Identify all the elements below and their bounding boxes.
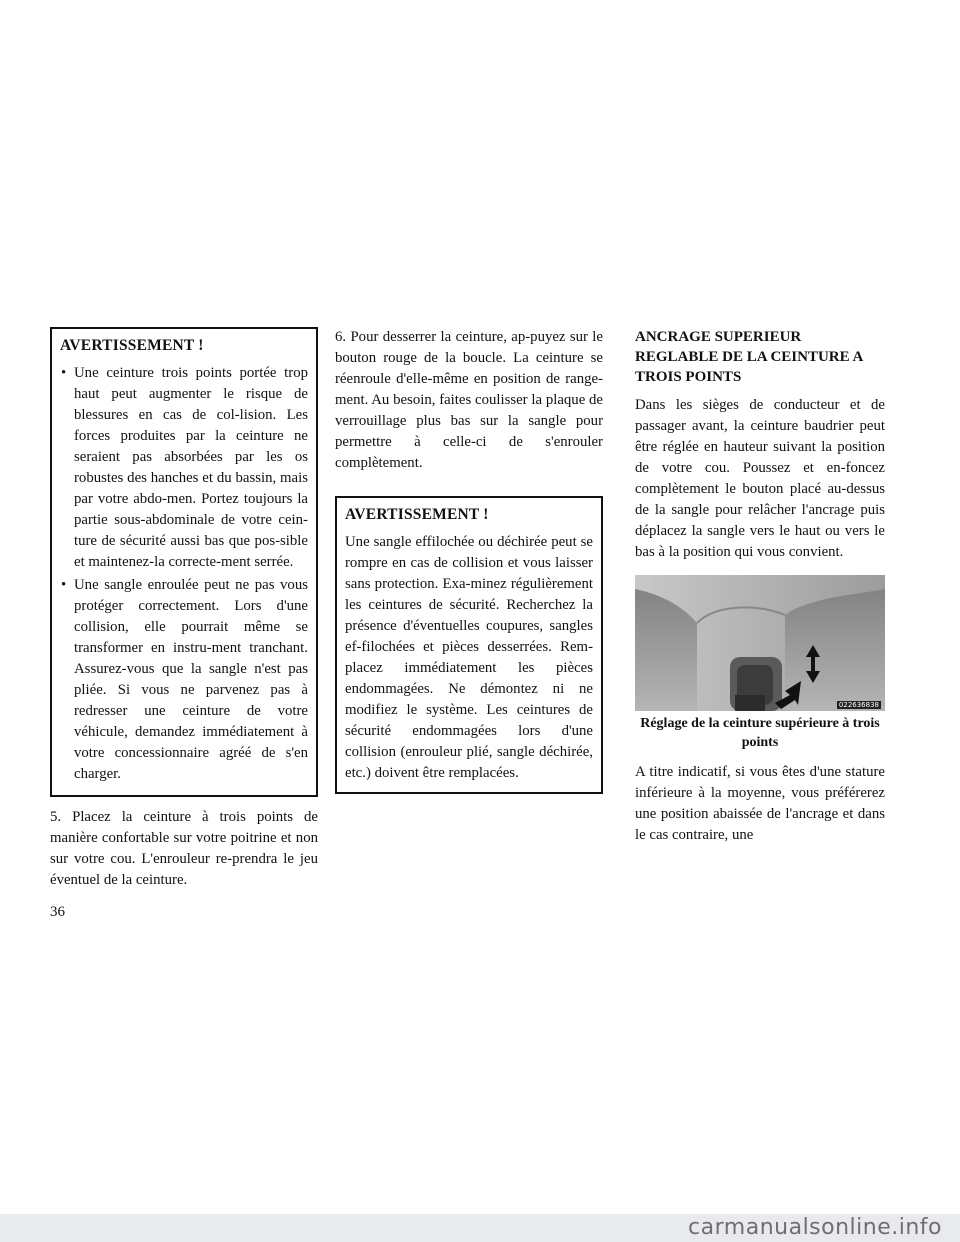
- section-intro: Dans les sièges de conducteur et de passager avant, la ceinture baudrier peut être réglée en hauteur suivant la position de votre cou. Poussez et en-foncez complètement le bouton placé au-dessus de la sangle pour relâcher l'ancrage puis déplacez la sangle vers le haut ou vers le bas à la position qui vous convient.: [635, 397, 885, 560]
- watermark: carmanualsonline.info: [0, 1214, 960, 1242]
- page-number: 36: [50, 904, 65, 920]
- warning-box-2: [335, 496, 603, 794]
- figure-caption: Réglage de la ceinture supérieure à trois points: [640, 716, 880, 750]
- middle-column: [335, 327, 603, 794]
- warning-bullet: • Une sangle enroulée peut ne pas vous protéger correctement. Lors d'une collision, elle pourrait même se transformer en instru-ment tranchant. Assurez-vous que la sangle n'est pas pliée. Si vous ne parvenez pas à redresser une ceinture de votre véhicule, demandez immédiatement à votre concessionnaire agréé de s'en charger.: [60, 575, 308, 785]
- warning-box-1: [50, 327, 318, 797]
- figure-code: 022636838: [838, 701, 879, 709]
- warning-title: AVERTISSEMENT !: [345, 506, 489, 523]
- step-5-text: 5. Placez la ceinture à trois points de manière confortable sur votre poitrine et non sur votre cou. L'enrouleur re-prendra le jeu éventuel de la ceinture.: [50, 809, 318, 888]
- right-column: [635, 327, 885, 846]
- section-title: ANCRAGE SUPERIEUR REGLABLE DE LA CEINTURE A TROIS POINTS: [635, 329, 863, 385]
- warning-title: AVERTISSEMENT !: [60, 337, 204, 354]
- seatbelt-anchor-figure: [635, 575, 885, 711]
- after-figure-text: A titre indicatif, si vous êtes d'une stature inférieure à la moyenne, vous préférerez une position abaissée de l'ancrage et dans le cas contraire, une: [635, 764, 885, 843]
- warning-text: Une sangle effilochée ou déchirée peut se rompre en cas de collision et vous laisser sans protection. Exa-minez régulièrement les ceintures de sécurité. Recherchez la présence d'éventuelles coupures, sangles ef-filochées et pièces desserrées. Rem-placez immédiatement les pièces endommagées. Ne démontez ni ne modifiez le système. Les ceintures de sécurité endommagées lors d'une collision (enrouleur plié, sangle déchirée, etc.) doivent être remplacées.: [345, 534, 593, 781]
- step-6-text: 6. Pour desserrer la ceinture, ap-puyez sur le bouton rouge de la boucle. La ceinture se réenroule d'elle-même en position de range-ment. Au besoin, faites coulisser la plaque de verrouillage plus bas sur la sangle pour permettre à celle-ci de s'enrouler complètement.: [335, 329, 603, 471]
- seatbelt-anchor-illustration: [635, 575, 885, 711]
- left-column: [50, 327, 318, 891]
- warning-bullets: [60, 363, 308, 785]
- warning-bullet: • Une ceinture trois points portée trop haut peut augmenter le risque de blessures en cas de col-lision. Les forces produites par la ceinture ne seraient pas absorbées par les os robustes des hanches et du bassin, mais par votre abdo-men. Portez toujours la partie sous-abdominale de votre cein-ture de sécurité aussi bas que pos-sible et maintenez-la correcte-ment serrée.: [60, 363, 308, 573]
